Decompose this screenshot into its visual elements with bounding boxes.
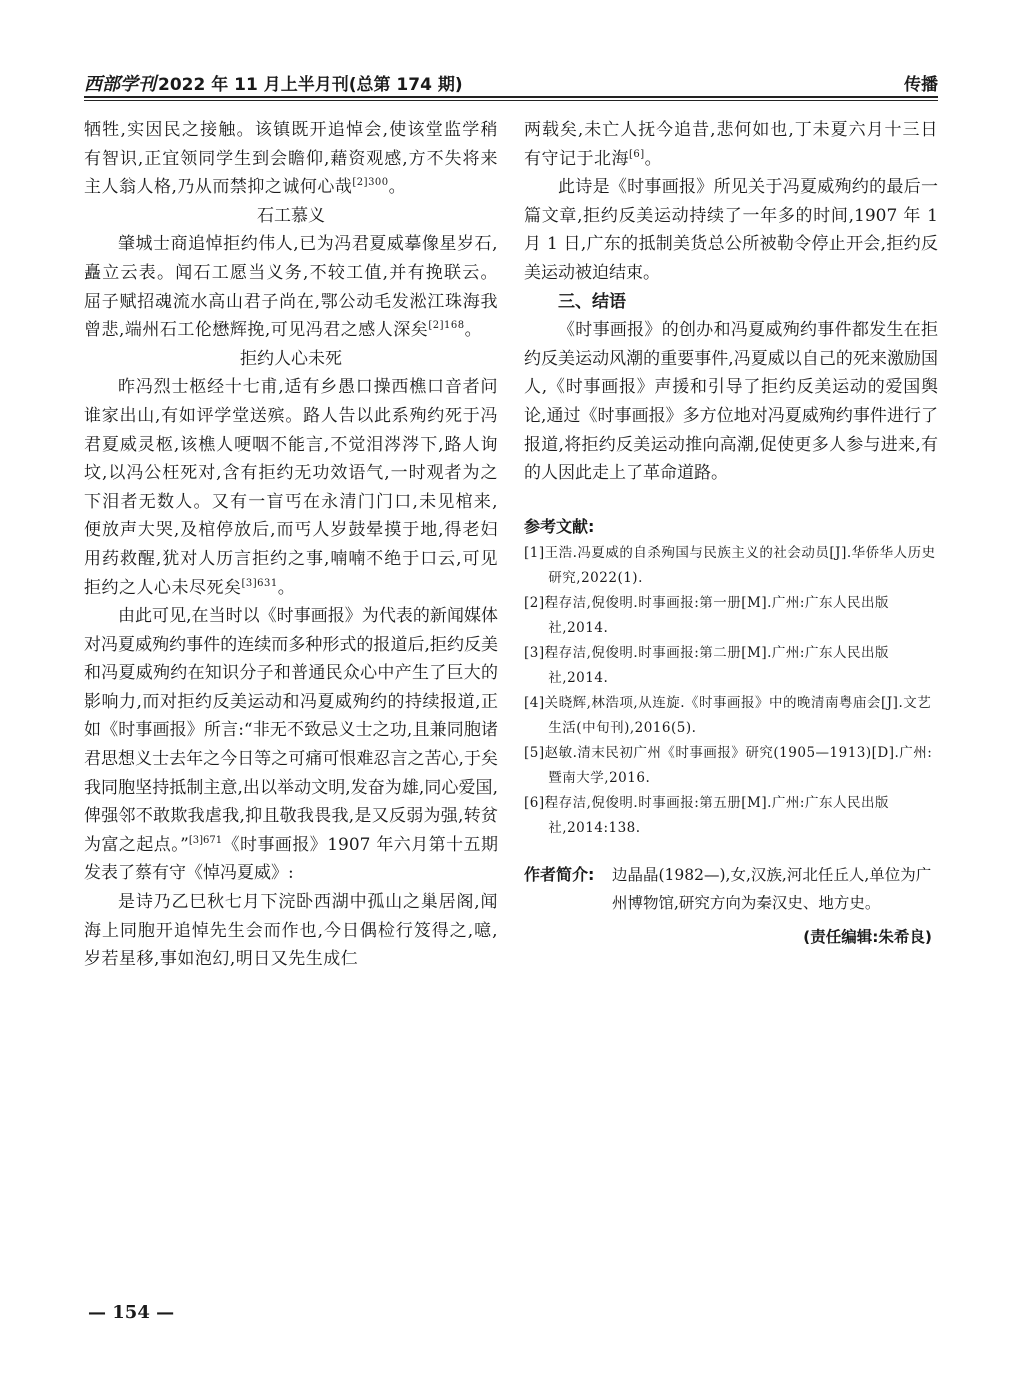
reference-list — [524, 541, 938, 841]
left-paragraph-1: 牺牲,实因民之接触。该镇既开追悼会,使该堂监学稍有智识,正宜领同学生到会瞻仰,藉资观感,方不失将来主人翁人格,乃从而禁抑之诚何心哉$^{[2]300}$。 — [84, 120, 498, 198]
issue-text: 2022 年 11 月上半月刊(总第 174 期) — [158, 75, 463, 95]
reference-item: [1]王浩.冯夏威的自杀殉国与民族主义的社会动员[J].华侨华人历史研究,2022(1). — [524, 544, 936, 586]
left-column — [84, 116, 498, 974]
subtitle-hearts: 拒约人心未死 — [240, 348, 342, 369]
references-heading: 参考文献: — [524, 516, 595, 536]
left-paragraph-4: 由此可见,在当时以《时事画报》为代表的新闻媒体对冯夏威殉约事件的连续而多种形式的报道后,拒约反美和冯夏威殉约在知识分子和普通民众心中产生了巨大的影响力,而对拒约反美运动和冯夏威殉约的持续报道,正如《时事画报》所言:“非无不致忌义士之功,且兼同胞诸君思想义士去年之今日等之可痛可恨难忍言之苦心,于矣我同胞坚持抵制主意,出以举动文明,发奋为雄,同心爱国,俾强邻不敢欺我虐我,抑且敬我畏我,是又反弱为强,转贫为富之起点。”$^{[3]671}$《时事画报》1907 年六月第十五期发表了蔡有守《悼冯夏威》: — [84, 606, 498, 884]
citation: [3]671 — [188, 834, 223, 846]
subtitle-stone-workers: 石工慕义 — [257, 205, 325, 226]
page-number: — 154 — — [88, 1302, 175, 1323]
responsible-editor: (责任编辑:朱希良) — [803, 927, 932, 946]
reference-item: [4]关晓辉,林浩项,从连旋.《时事画报》中的晚清南粤庙会[J].文艺生活(中旬刊),2016(5). — [524, 694, 932, 736]
header-rule-thin — [84, 100, 938, 101]
reference-item: [2]程存洁,倪俊明.时事画报:第一册[M].广州:广东人民出版社,2014. — [524, 594, 889, 636]
reference-item: [6]程存洁,倪俊明.时事画报:第五册[M].广州:广东人民出版社,2014:138. — [524, 794, 889, 836]
left-paragraph-5: 是诗乃乙巳秋七月下浣卧西湖中孤山之巢居阁,闻海上同胞开追悼先生会而作也,今日偶检行笈得之,噫,岁若星移,事如泡幻,明日又先生成仁 — [84, 892, 498, 970]
right-paragraph-1: 两载矣,未亡人抚今追昔,悲何如也,丁未夏六月十三日有守记于北海[6]。 — [524, 120, 938, 169]
reference-item: [5]赵敏.清末民初广州《时事画报》研究(1905—1913)[D].广州:暨南大学,2016. — [524, 744, 933, 786]
left-paragraph-3: 昨冯烈士柩经十七甫,适有乡愚口操西樵口音者问谁家出山,有如评学堂送殡。路人告以此系殉约死于冯君夏威灵柩,该樵人哽咽不能言,不觉泪涔涔下,路人询坟,以冯公枉死对,含有拒约无功效语气,一时观者为之下泪者无数人。又有一盲丐在永清门门口,未见棺来,便放声大哭,及棺停放后,而丐人岁鼓晕摸于地,得老妇用药救醒,犹对人历言拒约之事,喃喃不绝于口云,可见拒约之人心未尽死矣$^{[3]631}$。 — [84, 377, 498, 598]
header-issue — [84, 70, 463, 96]
left-paragraph-2: 肇城士商追悼拒约伟人,已为冯君夏威摹像星岁石,矗立云表。闻石工愿当义务,不较工值,并有挽联云。屈子赋招魂流水高山君子尚在,鄂公动毛发淞江珠海我曾悲,端州石工伦懋辉挽,可见冯君之感人深矣$^{[2]168}$。 — [84, 234, 498, 341]
reference-item: [3]程存洁,倪俊明.时事画报:第二册[M].广州:广东人民出版社,2014. — [524, 644, 889, 686]
right-paragraph-3: 《时事画报》的创办和冯夏威殉约事件都发生在拒约反美运动风潮的重要事件,冯夏威以自己的死来激励国人,《时事画报》声援和引导了拒约反美运动的爱国舆论,通过《时事画报》多方位地对冯夏威殉约事件进行了报道,将拒约反美运动推向高潮,促使更多人参与进来,有的人因此走上了革命道路。 — [524, 320, 938, 484]
journal-logo: 西部学刊 — [84, 74, 156, 95]
header-rule — [84, 96, 938, 98]
author-label: 作者简介: — [524, 864, 595, 884]
right-column — [524, 116, 938, 947]
page-header — [84, 68, 938, 98]
citation: [6] — [629, 148, 645, 160]
citation: [2]168 — [428, 320, 465, 332]
author-text: 边晶晶(1982—),女,汉族,河北任丘人,单位为广州博物馆,研究方向为秦汉史、地方史。 — [612, 865, 932, 912]
section-heading: 三、结语 — [558, 291, 626, 312]
right-paragraph-2: 此诗是《时事画报》所见关于冯夏威殉约的最后一篇文章,拒约反美运动持续了一年多的时间,1907 年 1 月 1 日,广东的抵制美货总公所被勒令停止开会,拒约反美运动被迫结束。 — [524, 177, 938, 283]
author-bio — [524, 861, 938, 917]
header-section: 传播 — [904, 75, 938, 95]
citation: [3]631 — [241, 577, 278, 589]
citation: [2]300 — [352, 177, 389, 189]
